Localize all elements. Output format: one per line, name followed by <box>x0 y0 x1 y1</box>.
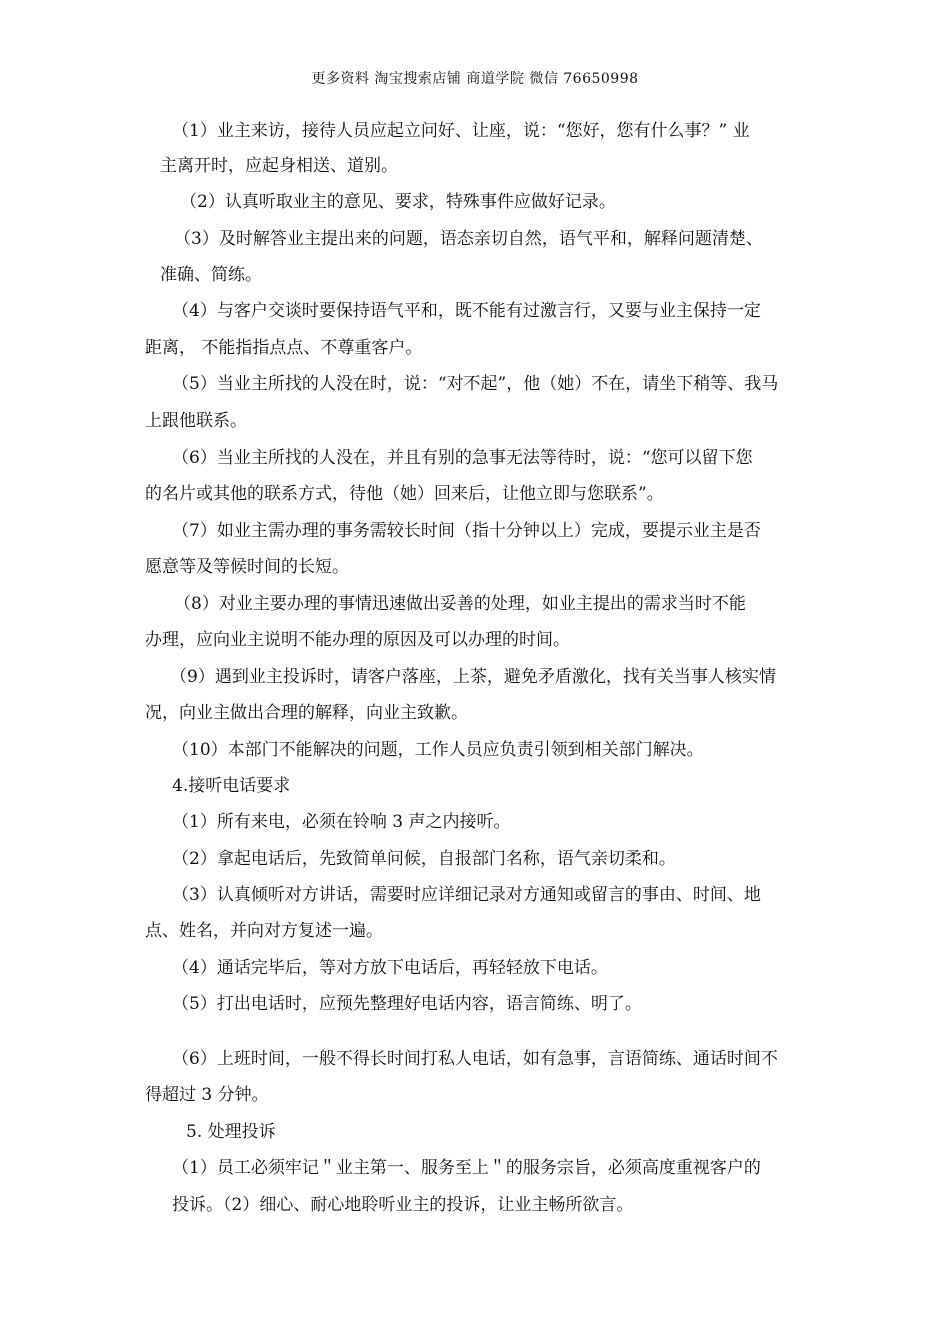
text-line: 主离开时，应起身相送、道别。 <box>160 156 398 176</box>
text-line: 准确、简练。 <box>160 265 262 285</box>
text-line: （1）员工必须牢记＂业主第一、服务至上＂的服务宗旨，必须高度重视客户的 <box>172 1158 761 1178</box>
text-line: （4）通话完毕后，等对方放下电话后，再轻轻放下电话。 <box>172 958 608 978</box>
text-line: （1）所有来电，必须在铃响 3 声之内接听。 <box>172 812 511 832</box>
text-line: （2）认真听取业主的意见、要求，特殊事件应做好记录。 <box>180 192 616 212</box>
text-line: （6）当业主所找的人没在，并且有别的急事无法等待时，说：“您可以留下您 <box>172 448 753 468</box>
text-line: （5）打出电话时，应预先整理好电话内容，语言简练、明了。 <box>172 994 642 1014</box>
text-line: （10）本部门不能解决的问题，工作人员应负责引领到相关部门解决。 <box>172 740 704 760</box>
text-line: （1）业主来访，接待人员应起立问好、让座，说：“您好，您有什么事？” 业 <box>172 121 750 141</box>
page-header-ad: 更多资料 淘宝搜索店铺 商道学院 微信 76650998 <box>311 71 639 87</box>
section-heading: 5. 处理投诉 <box>186 1122 276 1142</box>
text-line: 上跟他联系。 <box>145 411 247 431</box>
text-line: 得超过 3 分钟。 <box>145 1085 269 1105</box>
text-line: 点、姓名，并向对方复述一遍。 <box>145 921 383 941</box>
text-line: 的名片或其他的联系方式，待他（她）回来后，让他立即与您联系”。 <box>145 484 664 504</box>
text-line: （5）当业主所找的人没在时，说：“对不起”，他（她）不在，请坐下稍等、我马 <box>172 374 779 394</box>
text-line: （9）遇到业主投诉时，请客户落座，上茶，避免矛盾激化，找有关当事人核实情 <box>170 667 776 687</box>
text-line: （3）认真倾听对方讲话，需要时应详细记录对方通知或留言的事由、时间、地 <box>172 885 761 905</box>
text-line: 办理，应向业主说明不能办理的原因及可以办理的时间。 <box>145 630 570 650</box>
text-line: （3）及时解答业主提出来的问题，语态亲切自然，语气平和，解释问题清楚、 <box>174 229 763 249</box>
text-line: 况，向业主做出合理的解释，向业主致歉。 <box>145 703 468 723</box>
text-line: 愿意等及等候时间的长短。 <box>145 557 349 577</box>
text-line: 距离， 不能指指点点、不尊重客户。 <box>145 338 423 358</box>
text-line: （7）如业主需办理的事务需较长时间（指十分钟以上）完成，要提示业主是否 <box>172 521 761 541</box>
text-line: （2）拿起电话后，先致简单问候，自报部门名称，语气亲切柔和。 <box>172 849 676 869</box>
section-heading: 4.接听电话要求 <box>172 776 291 796</box>
text-line: 投诉。（2）细心、耐心地聆听业主的投诉，让业主畅所欲言。 <box>172 1195 634 1215</box>
text-line: （8）对业主要办理的事情迅速做出妥善的处理，如业主提出的需求当时不能 <box>174 594 746 614</box>
text-line: （6）上班时间，一般不得长时间打私人电话，如有急事，言语简练、通话时间不 <box>172 1049 778 1069</box>
text-line: （4）与客户交谈时要保持语气平和，既不能有过激言行，又要与业主保持一定 <box>172 301 761 321</box>
